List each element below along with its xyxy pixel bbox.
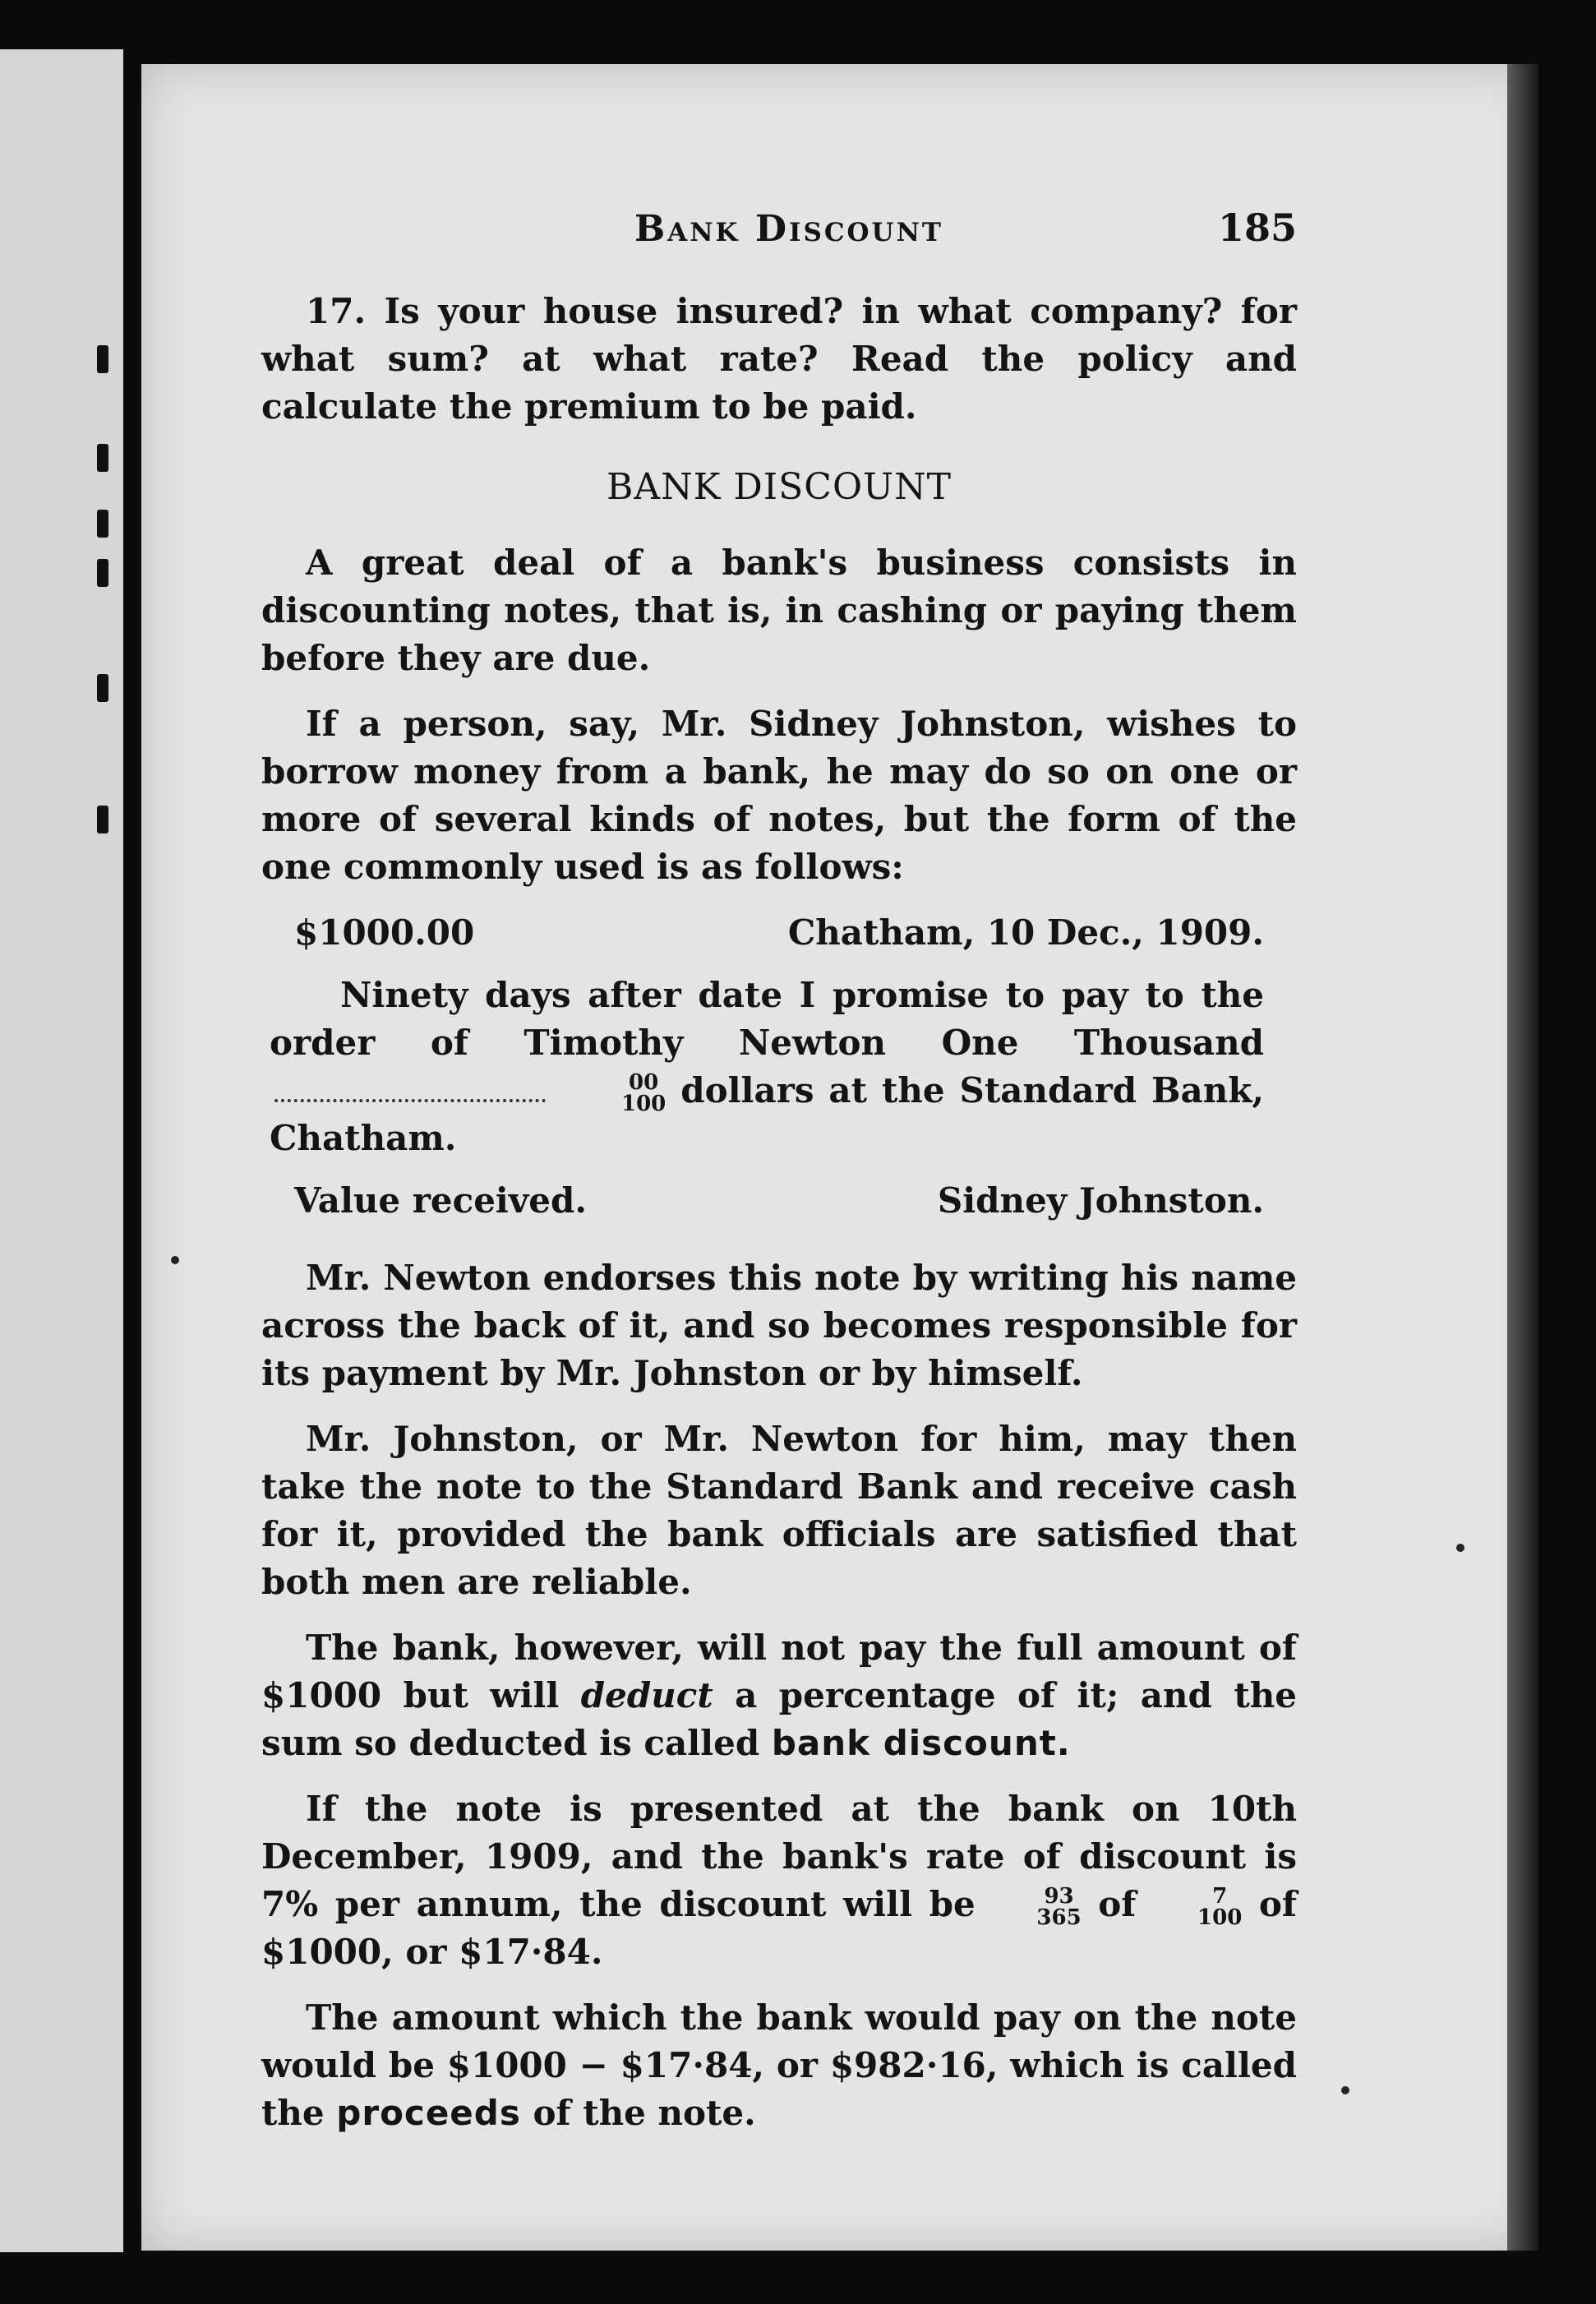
paragraph-3: Mr. Newton endorses this note by writing his name across the back of it, and so becomes responsible for its payment by Mr. Johnston or by himself. <box>261 1258 1297 1393</box>
note-footer <box>294 1177 1264 1225</box>
page-number: 185 <box>1217 205 1297 250</box>
p6-text-b: of $1000, or $17·84. <box>261 1884 1298 1972</box>
paragraph-1: A great deal of a bank's business consists in discounting notes, that is, in cashing or paying them before they are due. <box>261 543 1297 678</box>
paragraph-7 <box>261 1994 1297 2137</box>
book-page <box>141 64 1538 2251</box>
frac-days-den: 365 <box>1036 1905 1082 1930</box>
p7-text-b: of the note. <box>533 2093 756 2133</box>
paragraph-4: Mr. Johnston, or Mr. Newton for him, may then take the note to the Standard Bank and receive cash for it, provided the bank officials are satisfied that both men are reliable. <box>261 1419 1297 1602</box>
section-heading: BANK DISCOUNT <box>607 466 952 508</box>
paragraph-5 <box>261 1624 1297 1767</box>
p5-emphasis: deduct <box>580 1675 713 1715</box>
note-place-date: Chatham, 10 Dec., 1909. <box>787 912 1264 953</box>
page-header <box>261 204 1297 253</box>
p5-text-a: The bank, however, will not pay the full amount of $1000 but will <box>261 1628 1297 1715</box>
frac-days-num: 93 <box>1044 1884 1074 1909</box>
exercise-17: 17. Is your house insured? in what company? for what sum? at what rate? Read the policy and calculate the premium to be paid. <box>261 291 1297 427</box>
paragraph-6 <box>261 1785 1297 1976</box>
page-text <box>261 204 1297 2155</box>
note-body-end: dollars at the Standard Bank, Chatham. <box>270 1070 1264 1158</box>
p5-text-b: a percentage of it; and the sum so deducted is called <box>261 1675 1298 1763</box>
term-bank-discount: bank discount. <box>771 1723 1071 1763</box>
note-header <box>294 909 1264 957</box>
note-body <box>270 972 1264 1162</box>
speck <box>1341 2086 1349 2094</box>
running-head: Bank Discount <box>634 208 943 250</box>
p6-of: of <box>1098 1884 1137 1924</box>
facing-page-edge <box>0 49 123 2252</box>
note-cents-fraction <box>551 1072 666 1115</box>
p6-text-a: If the note is presented at the bank on 10th December, 1909, and the bank's rate of discount is 7% per annum, the discount will be <box>261 1789 1297 1924</box>
note-body-start: Ninety days after date I promise to pay to the order of Timothy Newton One Thousand <box>270 975 1264 1063</box>
speck <box>171 1256 179 1264</box>
term-proceeds: proceeds <box>336 2093 521 2133</box>
p7-text-a: The amount which the bank would pay on the note would be $1000 − $17·84, or $982·16, which is called the <box>261 1997 1297 2133</box>
note-amount: $1000.00 <box>294 912 475 953</box>
note-signature: Sidney Johnston. <box>937 1180 1264 1221</box>
note-frac-den: 100 <box>621 1092 667 1116</box>
note-frac-num: 00 <box>629 1070 659 1095</box>
note-dotted-leader <box>274 1084 546 1102</box>
fraction-days <box>992 1886 1081 1928</box>
speck <box>1456 1544 1465 1552</box>
paragraph-2: If a person, say, Mr. Sidney Johnston, wishes to borrow money from a bank, he may do so on one or more of several kinds of notes, but the form of the one commonly used is as follows: <box>261 704 1297 887</box>
frac-rate-num: 7 <box>1212 1884 1228 1909</box>
frac-rate-den: 100 <box>1197 1905 1243 1930</box>
fraction-rate <box>1153 1886 1242 1928</box>
note-value-received: Value received. <box>294 1180 587 1221</box>
page-binding-shadow <box>1507 64 1538 2251</box>
